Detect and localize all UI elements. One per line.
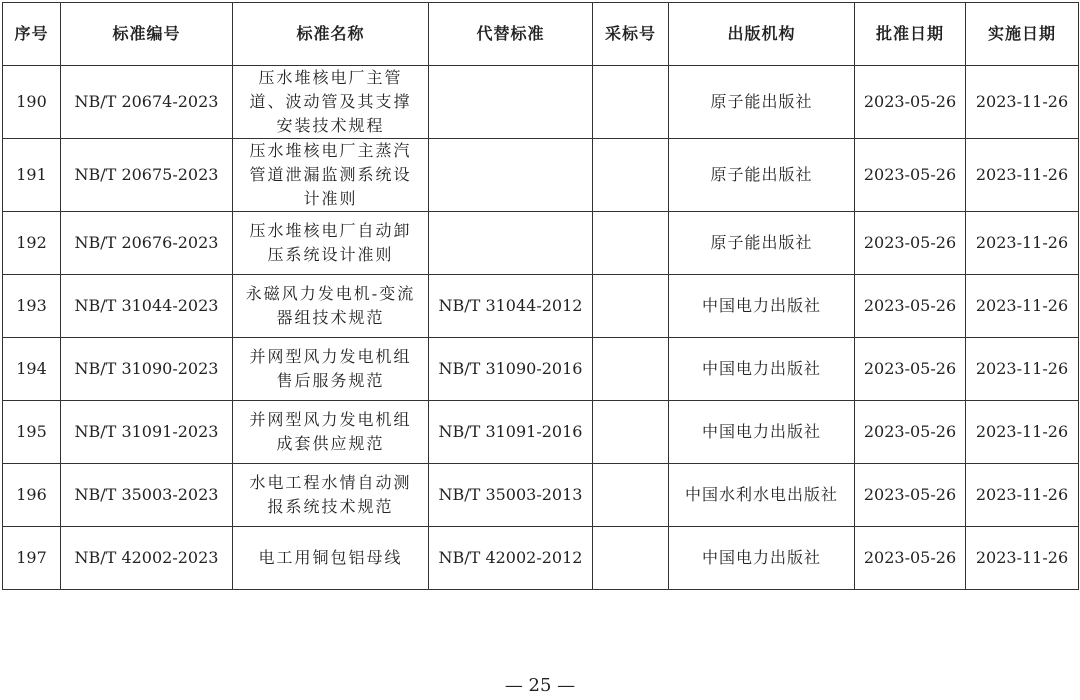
cell-seq: 190: [3, 66, 61, 139]
cell-adopted: [593, 66, 669, 139]
col-header-replaces: 代替标准: [429, 3, 593, 66]
cell-approved: 2023-05-26: [855, 139, 966, 212]
cell-effective: 2023-11-26: [966, 212, 1079, 275]
table-row: [3, 527, 1079, 590]
col-header-publisher: 出版机构: [669, 3, 855, 66]
cell-seq: 196: [3, 464, 61, 527]
cell-approved: 2023-05-26: [855, 338, 966, 401]
standards-table: [2, 2, 1079, 590]
cell-publisher: 中国电力出版社: [669, 275, 855, 338]
cell-code: NB/T 31090-2023: [61, 338, 233, 401]
cell-effective: 2023-11-26: [966, 338, 1079, 401]
col-header-adopted: 采标号: [593, 3, 669, 66]
col-header-name: 标准名称: [233, 3, 429, 66]
cell-code: NB/T 35003-2023: [61, 464, 233, 527]
cell-approved: 2023-05-26: [855, 464, 966, 527]
cell-name: 并网型风力发电机组成套供应规范: [233, 401, 429, 464]
cell-name: 永磁风力发电机-变流器组技术规范: [233, 275, 429, 338]
cell-replaces: NB/T 42002-2012: [429, 527, 593, 590]
cell-effective: 2023-11-26: [966, 66, 1079, 139]
col-header-code: 标准编号: [61, 3, 233, 66]
cell-name: 并网型风力发电机组售后服务规范: [233, 338, 429, 401]
cell-seq: 194: [3, 338, 61, 401]
cell-replaces: NB/T 31091-2016: [429, 401, 593, 464]
table-row: [3, 338, 1079, 401]
cell-name: 压水堆核电厂主管道、波动管及其支撑安装技术规程: [233, 66, 429, 139]
table-row: [3, 464, 1079, 527]
cell-code: NB/T 20676-2023: [61, 212, 233, 275]
cell-name: 电工用铜包铝母线: [233, 527, 429, 590]
col-header-seq: 序号: [3, 3, 61, 66]
cell-name: 压水堆核电厂主蒸汽管道泄漏监测系统设计准则: [233, 139, 429, 212]
cell-publisher: 原子能出版社: [669, 212, 855, 275]
cell-publisher: 中国电力出版社: [669, 401, 855, 464]
cell-approved: 2023-05-26: [855, 275, 966, 338]
cell-approved: 2023-05-26: [855, 401, 966, 464]
cell-publisher: 原子能出版社: [669, 139, 855, 212]
cell-adopted: [593, 527, 669, 590]
cell-publisher: 原子能出版社: [669, 66, 855, 139]
cell-adopted: [593, 139, 669, 212]
cell-name: 水电工程水情自动测报系统技术规范: [233, 464, 429, 527]
cell-publisher: 中国水利水电出版社: [669, 464, 855, 527]
cell-adopted: [593, 464, 669, 527]
cell-effective: 2023-11-26: [966, 275, 1079, 338]
cell-adopted: [593, 275, 669, 338]
cell-adopted: [593, 401, 669, 464]
cell-approved: 2023-05-26: [855, 527, 966, 590]
cell-code: NB/T 20674-2023: [61, 66, 233, 139]
cell-seq: 195: [3, 401, 61, 464]
cell-replaces: [429, 139, 593, 212]
cell-seq: 197: [3, 527, 61, 590]
table-row: [3, 66, 1079, 139]
table-row: [3, 275, 1079, 338]
table-body: [3, 66, 1079, 590]
cell-effective: 2023-11-26: [966, 527, 1079, 590]
table-row: [3, 212, 1079, 275]
cell-approved: 2023-05-26: [855, 66, 966, 139]
cell-adopted: [593, 212, 669, 275]
cell-seq: 193: [3, 275, 61, 338]
cell-publisher: 中国电力出版社: [669, 527, 855, 590]
col-header-effective: 实施日期: [966, 3, 1079, 66]
cell-adopted: [593, 338, 669, 401]
header-row: [3, 3, 1079, 66]
table-row: [3, 401, 1079, 464]
col-header-approved: 批准日期: [855, 3, 966, 66]
cell-effective: 2023-11-26: [966, 401, 1079, 464]
page-number: — 25 —: [504, 675, 576, 696]
cell-code: NB/T 31091-2023: [61, 401, 233, 464]
cell-replaces: NB/T 31044-2012: [429, 275, 593, 338]
cell-effective: 2023-11-26: [966, 464, 1079, 527]
cell-code: NB/T 42002-2023: [61, 527, 233, 590]
cell-replaces: [429, 212, 593, 275]
cell-replaces: NB/T 31090-2016: [429, 338, 593, 401]
cell-code: NB/T 20675-2023: [61, 139, 233, 212]
cell-name: 压水堆核电厂自动卸压系统设计准则: [233, 212, 429, 275]
cell-seq: 192: [3, 212, 61, 275]
cell-publisher: 中国电力出版社: [669, 338, 855, 401]
cell-seq: 191: [3, 139, 61, 212]
cell-approved: 2023-05-26: [855, 212, 966, 275]
cell-effective: 2023-11-26: [966, 139, 1079, 212]
cell-code: NB/T 31044-2023: [61, 275, 233, 338]
table-row: [3, 139, 1079, 212]
cell-replaces: [429, 66, 593, 139]
cell-replaces: NB/T 35003-2013: [429, 464, 593, 527]
